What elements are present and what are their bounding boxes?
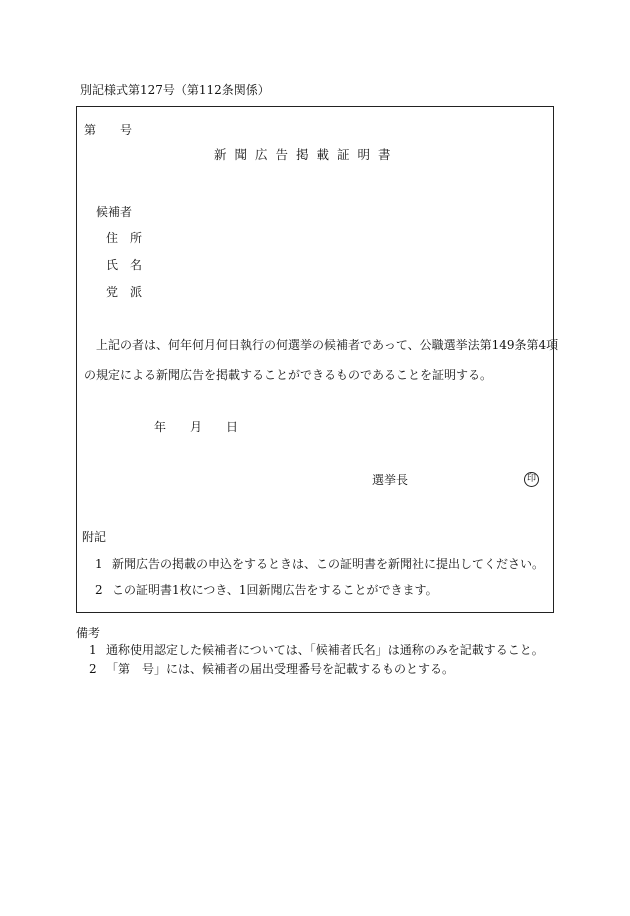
certificate-form-box [76,106,554,613]
note-item-number: 2 [95,583,103,597]
number-label-suffix: 号 [120,123,133,137]
certification-text-line2: の規定による新聞広告を掲載することができるものであることを証明する。 [84,368,493,382]
election-official-title: 選挙長 [372,473,409,487]
remark-item-number: 1 [89,643,97,657]
note-item-text: 新聞広告の掲載の申込をするときは、この証明書を新聞社に提出してください。 [112,557,545,571]
candidate-heading: 候補者 [96,205,133,219]
form-reference: 別記様式第127号（第112条関係） [80,83,270,97]
number-label-prefix: 第 [84,123,97,137]
remark-item-number: 2 [89,662,97,676]
document-title: 新聞広告掲載証明書 [214,147,399,162]
remarks-heading: 備考 [76,626,101,640]
note-item-number: 1 [95,557,103,571]
date-day-label: 日 [226,420,239,434]
certification-text-line1: 上記の者は、何年何月何日執行の何選挙の候補者であって、公職選挙法第149条第4項 [96,338,559,352]
address-label: 住所 [106,231,155,245]
date-month-label: 月 [190,420,203,434]
party-label: 党派 [106,285,155,299]
notes-heading: 附記 [82,530,107,544]
remark-item-text: 通称使用認定した候補者については、「候補者氏名」は通称のみを記載すること。 [106,643,544,657]
name-label: 氏名 [106,258,155,272]
seal-icon: 印 [524,472,539,487]
date-year-label: 年 [154,420,167,434]
remark-item-text: 「第 号」には、候補者の届出受理番号を記載するものとする。 [106,662,455,676]
note-item-text: この証明書1枚につき、1回新聞広告をすることができます。 [112,583,438,597]
